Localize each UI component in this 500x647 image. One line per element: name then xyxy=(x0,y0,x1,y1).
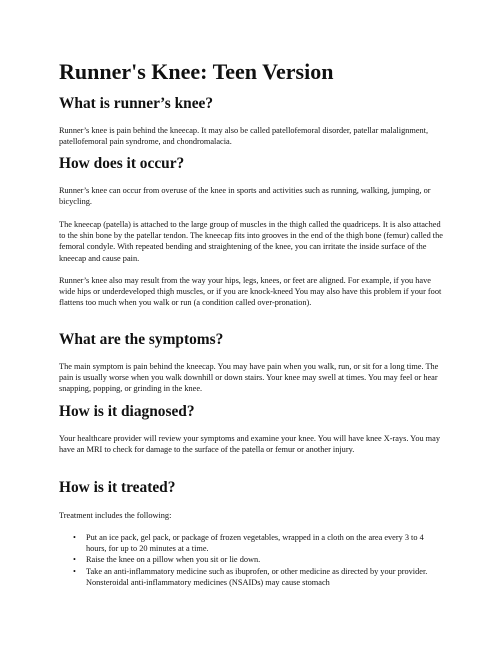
section-paragraph: Runner’s knee also may result from the way your hips, legs, knees, or feet are aligned. For example, if you have wide hips or underdeveloped thigh muscles, or if you are knock-kneed You may also have this problem if your foot flattens too much when you walk or run (a condition called over-pronation). xyxy=(59,276,442,308)
section-paragraph: The main symptom is pain behind the kneecap. You may have pain when you walk, run, or sit for a long time. The pain is usually worse when you walk downhill or down stairs. Your knee may swell at times. You may feel or hear snapping, popping, or grinding in the knee. xyxy=(59,362,439,394)
list-item xyxy=(59,554,444,565)
section-heading-how-occur: How does it occur? xyxy=(59,155,185,172)
section-heading-treated: How is it treated? xyxy=(59,479,176,496)
bullet-icon: • xyxy=(73,566,76,576)
treatment-list xyxy=(59,532,444,588)
section-paragraph: Runner’s knee is pain behind the kneecap. It may also be called patellofemoral disorder, patellar malalignment, patellofemoral pain syndrome, and chondromalacia. xyxy=(59,126,429,147)
list-item xyxy=(59,566,444,588)
list-item-text: Raise the knee on a pillow when you sit or lie down. xyxy=(86,555,261,565)
list-item-text: Put an ice pack, gel pack, or package of frozen vegetables, wrapped in a cloth on the area every 3 to 4 hours, for up to 20 minutes at a time. xyxy=(86,533,424,554)
section-paragraph: Your healthcare provider will review your symptoms and examine your knee. You will have knee X-rays. You may have an MRI to check for damage to the surface of the patella or femur or another injury. xyxy=(59,434,440,455)
bullet-icon: • xyxy=(73,555,76,565)
section-paragraph: The kneecap (patella) is attached to the large group of muscles in the thigh called the quadriceps. It is also attached to the shin bone by the patellar tendon. The kneecap fits into grooves in the end of the thigh bone (femur) called the femoral condyle. With repeated bending and straightening of the knee, you can irritate the inside surface of the kneecap and cause pain. xyxy=(59,220,443,263)
section-heading-what-is: What is runner’s knee? xyxy=(59,95,214,112)
document-title: Runner's Knee: Teen Version xyxy=(59,59,334,84)
section-heading-diagnosed: How is it diagnosed? xyxy=(59,403,195,420)
bullet-icon: • xyxy=(73,533,76,542)
list-item xyxy=(59,532,444,554)
list-item-text: Take an anti-inflammatory medicine such as ibuprofen, or other medicine as directed by your provider. Nonsteroidal anti-inflammatory medicines (NSAIDs) may cause stomach xyxy=(86,566,428,587)
section-paragraph: Treatment includes the following: xyxy=(59,511,172,520)
section-paragraph: Runner’s knee can occur from overuse of the knee in sports and activities such as running, walking, jumping, or bicycling. xyxy=(59,186,431,207)
section-heading-symptoms: What are the symptoms? xyxy=(59,331,224,348)
